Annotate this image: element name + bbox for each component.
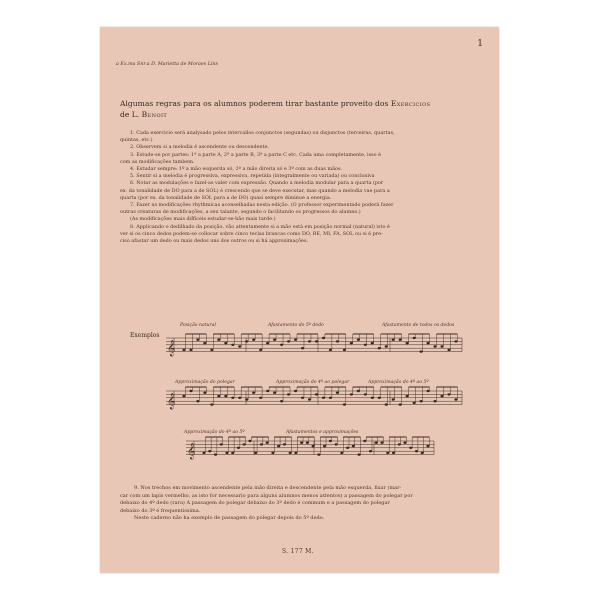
- title-line1-text: Algumas regras para os alumnos poderem tirar bastante proveito dos: [120, 99, 391, 108]
- note-head: [273, 339, 276, 341]
- note-head: [352, 445, 355, 447]
- note-head: [203, 392, 206, 394]
- note-head: [317, 453, 320, 455]
- note-head: [399, 403, 402, 405]
- note-head: [231, 452, 234, 454]
- note-head: [322, 397, 325, 399]
- note-head: [203, 342, 206, 344]
- note-line: car com um lapis vermelho, as isto for necessario para alguns alumnos menos attentos) a passagem do polegar por: [120, 492, 413, 499]
- rule-line: quarta (por ex. da tonalidade de SOL para a de DO) quasi sempre diminue a energia.: [120, 194, 332, 201]
- note-line: debaixo do 3º é frequentissima.: [120, 507, 201, 514]
- note-head: [301, 347, 304, 349]
- note-line: Neste caderno não ha exemplo de passagem do polegar depois do 5º dedo.: [134, 515, 325, 522]
- note-head: [336, 340, 339, 342]
- note-head: [300, 442, 303, 444]
- note-head: [196, 400, 199, 402]
- note-head: [271, 452, 274, 454]
- note-head: [375, 442, 378, 444]
- note-head: [225, 452, 228, 454]
- note-head: [369, 450, 372, 452]
- note-head: [380, 442, 383, 444]
- rule-line: 1. Cada exercicio será analysado pelos intervallos conjunctos (segundas) ou disjunctos (terceiras, quartas,: [130, 130, 395, 136]
- note-head: [217, 339, 220, 341]
- rule-line: outras creaturas de modificações, a seu talante, segundo o facilitando os progressos do alumno.): [120, 209, 361, 216]
- note-head: [454, 398, 457, 400]
- note-head: [214, 453, 217, 455]
- note-head: [208, 450, 211, 452]
- note-head: [357, 453, 360, 455]
- note-head: [289, 452, 292, 454]
- treble-clef: 𝄞: [187, 443, 196, 460]
- note-head: [371, 342, 374, 344]
- note-head: [357, 339, 360, 341]
- note-head: [406, 395, 409, 397]
- note-head: [392, 339, 395, 341]
- title-author: Benoit: [141, 110, 168, 119]
- treble-clef: 𝄞: [167, 340, 176, 357]
- note-head: [409, 447, 412, 449]
- note-head: [231, 344, 234, 346]
- note-head: [426, 445, 429, 447]
- note-head: [371, 397, 374, 399]
- staff-label: Afastamentos e approximações: [286, 430, 359, 435]
- rule-line: 8. Applicando o dedilhado da posição, vão attentamente si a mão está em posição normal (natural) isto é: [130, 223, 390, 230]
- note-head: [196, 339, 199, 341]
- note-head: [403, 442, 406, 444]
- title-line2-text: de L.: [120, 110, 142, 119]
- note-head: [392, 398, 395, 400]
- note-head: [224, 342, 227, 344]
- note-head: [294, 452, 297, 454]
- note-head: [392, 452, 395, 454]
- rule-line: ex. da tonalidade de DO para a de SOL) é crescendo que se deve executar, mas quando a melodia vae para a: [120, 187, 390, 194]
- note-head: [224, 395, 227, 397]
- rule-line: 3. Estude-se por partes: 1ª a parte A, 2ª a parte B, 3ª a parte C etc. Cada uma completamente, isso é: [130, 151, 382, 158]
- staff-label: Afastamento de todos os dedos: [382, 323, 455, 328]
- note-head: [306, 442, 309, 444]
- note-head: [440, 395, 443, 397]
- treble-clef: 𝄞: [167, 393, 176, 410]
- dedication: a Ex.ma Snr.a D. Marietta de Moraes Lins: [116, 62, 218, 67]
- note-head: [294, 339, 297, 341]
- note-head: [210, 403, 213, 405]
- rule-line: 2. Observem si a melodia é ascendente ou descendente.: [130, 144, 270, 151]
- rule-line: 7. Fazer as modificações rhythmicas aconselhadas nesta edição. (O professor experimentado poderá fazer: [130, 202, 394, 209]
- note-nine: [120, 485, 484, 523]
- note-head: [433, 400, 436, 402]
- note-head: [202, 452, 205, 454]
- note-head: [182, 395, 185, 397]
- note-head: [283, 443, 286, 445]
- note-head: [420, 400, 423, 402]
- note-head: [447, 349, 450, 351]
- note-head: [406, 342, 409, 344]
- note-head: [385, 345, 388, 347]
- note-head: [378, 397, 381, 399]
- note-head: [454, 340, 457, 342]
- note-head: [266, 390, 269, 392]
- note-head: [312, 445, 315, 447]
- music-page: [100, 27, 499, 573]
- note-head: [343, 349, 346, 351]
- note-head: [346, 447, 349, 449]
- note-head: [323, 445, 326, 447]
- note-line: 9. Nos trechos em movimento ascendente pela mão direita e descendente pela mão esquerda, fixar (mar-: [134, 485, 402, 491]
- note-head: [182, 349, 185, 351]
- note-head: [399, 339, 402, 341]
- note-head: [210, 349, 213, 351]
- note-head: [315, 393, 318, 395]
- staff-label: Afastamento do 5º dedo: [268, 323, 324, 328]
- note-head: [329, 397, 332, 399]
- note-head: [427, 390, 430, 392]
- note-head: [413, 402, 416, 404]
- note-head: [447, 393, 450, 395]
- note-head: [238, 345, 241, 347]
- note-head: [340, 452, 343, 454]
- note-head: [189, 390, 192, 392]
- staff-label: Approximação do polegar: [175, 380, 235, 385]
- note-head: [440, 345, 443, 347]
- note-head: [364, 344, 367, 346]
- note-head: [421, 452, 424, 454]
- note-head: [252, 392, 255, 394]
- note-head: [217, 395, 220, 397]
- note-head: [280, 400, 283, 402]
- note-head: [343, 403, 346, 405]
- note-head: [357, 390, 360, 392]
- rule-line: ver si os cinco dedos podem-se collocar sobre cinco teclas brancas como DO, RE, MI, FA, SOL ou si é pre-: [120, 230, 383, 237]
- note-head: [259, 349, 262, 351]
- note-head: [350, 342, 353, 344]
- note-head: [248, 440, 251, 442]
- staff-label: Approximação do 4º ao 5º: [184, 430, 245, 435]
- note-head: [252, 339, 255, 341]
- note-head: [273, 392, 276, 394]
- note-head: [420, 350, 423, 352]
- rule-line: (As modificações mais difficeis estudar-se-hão mais tarde.): [130, 216, 276, 223]
- note-head: [294, 390, 297, 392]
- note-head: [363, 440, 366, 442]
- note-head: [243, 443, 246, 445]
- note-head: [245, 398, 248, 400]
- rule-line: quintas, etc.): [120, 137, 153, 144]
- examples-label: Exemplos: [130, 332, 160, 339]
- note-head: [427, 342, 430, 344]
- note-head: [336, 392, 339, 394]
- catalog-number: S. 177 M.: [282, 548, 314, 555]
- note-head: [266, 342, 269, 344]
- note-head: [287, 393, 290, 395]
- note-head: [220, 443, 223, 445]
- note-head: [308, 398, 311, 400]
- note-head: [287, 340, 290, 342]
- staff-label: Approximação do 4º ao 5º: [368, 380, 429, 385]
- note-head: [329, 349, 332, 351]
- page-number: 1: [477, 39, 483, 49]
- note-head: [329, 440, 332, 442]
- note-head: [245, 340, 248, 342]
- staff-label: Approximação do 4º ao polegar: [276, 380, 350, 385]
- note-head: [398, 443, 401, 445]
- note-head: [254, 452, 257, 454]
- note-head: [350, 393, 353, 395]
- note-line: debaixo do 4º dedo (rara) A passagem do polegar debaixo do 3º dedo é commum e a passagem do polegar: [120, 500, 390, 507]
- note-head: [315, 340, 318, 342]
- note-head: [259, 397, 262, 399]
- note-head: [189, 349, 192, 351]
- note-head: [266, 442, 269, 444]
- note-head: [308, 340, 311, 342]
- rule-line: com as modificações tambem.: [120, 158, 195, 165]
- note-head: [364, 393, 367, 395]
- note-head: [378, 347, 381, 349]
- note-head: [413, 337, 416, 339]
- rule-line: 5. Sentir si a melodia é progressiva, expressiva, repetida (integralmente ou variada) ou conclusiva: [130, 173, 375, 180]
- note-head: [277, 445, 280, 447]
- note-head: [231, 397, 234, 399]
- note-head: [301, 397, 304, 399]
- note-head: [433, 345, 436, 347]
- staff-label: Posição natural: [180, 323, 216, 328]
- rule-line: 6. Notar as modulações e fazel-as valer com expressão. Quando a melodia modular para a quarta (por: [130, 180, 384, 187]
- note-head: [237, 447, 240, 449]
- note-head: [415, 450, 418, 452]
- note-head: [385, 403, 388, 405]
- note-head: [238, 397, 241, 399]
- rule-line: ciso afastar um dedo ou mais dedos uns dos outros ou si há approximações.: [120, 238, 309, 245]
- note-head: [280, 344, 283, 346]
- note-head: [260, 443, 263, 445]
- rule-line: 4. Estudar sempre: 1º a mão esquerda só, 2º a mão direita só e 3º com as duas mãos.: [130, 166, 343, 173]
- note-head: [386, 452, 389, 454]
- note-head: [335, 443, 338, 445]
- title-exercicios: Exercicios: [390, 99, 431, 108]
- note-head: [322, 337, 325, 339]
